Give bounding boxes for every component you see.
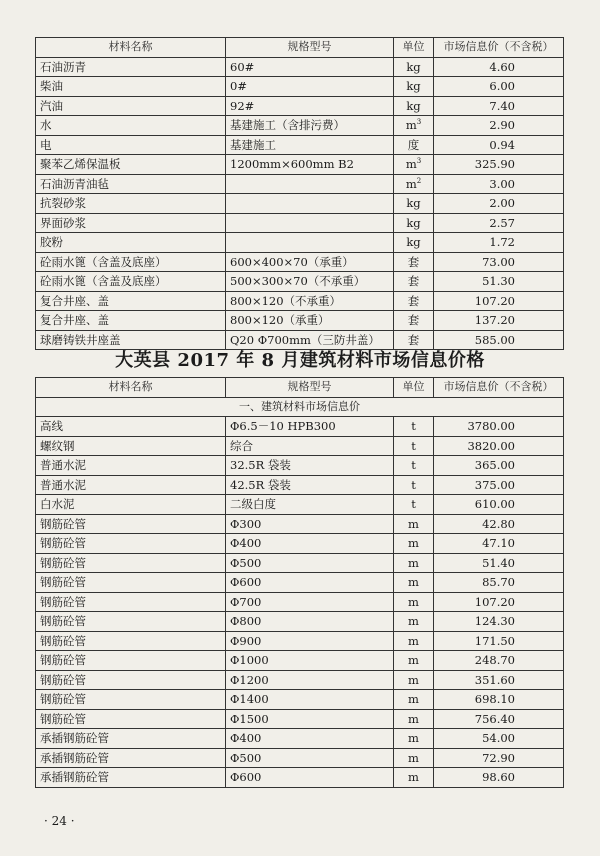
table-row xyxy=(36,534,564,554)
price-cell: 0.94 xyxy=(434,135,564,155)
material-name-cell: 复合井座、盖 xyxy=(36,311,226,331)
price-cell: 248.70 xyxy=(434,651,564,671)
category-label: 一、建筑材料市场信息价 xyxy=(36,397,564,417)
table-row xyxy=(36,116,564,136)
unit-text: m xyxy=(408,536,419,551)
unit-text: m xyxy=(408,614,419,629)
unit-cell xyxy=(394,631,434,651)
unit-cell xyxy=(394,748,434,768)
spec-cell: 42.5R 袋装 xyxy=(226,475,394,495)
price-cell: 47.10 xyxy=(434,534,564,554)
unit-text: m xyxy=(408,575,419,590)
material-name-cell: 承插钢筋砼管 xyxy=(36,748,226,768)
table-row xyxy=(36,57,564,77)
table-row xyxy=(36,670,564,690)
spec-cell: Φ400 xyxy=(226,729,394,749)
material-name-cell: 电 xyxy=(36,135,226,155)
category-row xyxy=(36,397,564,417)
spec-cell: Φ500 xyxy=(226,553,394,573)
spec-cell: Φ700 xyxy=(226,592,394,612)
unit-text: 套 xyxy=(407,332,420,347)
spec-cell: 800×120（承重） xyxy=(226,311,394,331)
spec-cell: Φ800 xyxy=(226,612,394,632)
table-row xyxy=(36,768,564,788)
price-cell: 3.00 xyxy=(434,174,564,194)
unit-text: m xyxy=(408,594,419,609)
spec-cell xyxy=(226,233,394,253)
material-name-cell: 砼雨水篦（含盖及底座） xyxy=(36,272,226,292)
spec-cell: Q20 Φ700mm（三防井盖） xyxy=(226,330,394,350)
price-cell: 585.00 xyxy=(434,330,564,350)
table-row xyxy=(36,417,564,437)
unit-cell xyxy=(394,272,434,292)
table-row xyxy=(36,729,564,749)
price-cell: 6.00 xyxy=(434,77,564,97)
unit-text: kg xyxy=(406,235,421,250)
material-name-cell: 承插钢筋砼管 xyxy=(36,729,226,749)
unit-cell xyxy=(394,670,434,690)
price-table-2 xyxy=(35,377,564,788)
spec-cell: 基建施工（含排污费） xyxy=(226,116,394,136)
spec-cell: Φ600 xyxy=(226,768,394,788)
unit-text: t xyxy=(411,497,416,512)
price-cell: 98.60 xyxy=(434,768,564,788)
unit-text: m xyxy=(405,157,417,172)
unit-cell xyxy=(394,768,434,788)
spec-cell: Φ1500 xyxy=(226,709,394,729)
header-unit: 单位 xyxy=(394,378,434,398)
material-name-cell: 螺纹钢 xyxy=(36,436,226,456)
spec-cell: Φ900 xyxy=(226,631,394,651)
unit-cell xyxy=(394,233,434,253)
page-number: · 24 · xyxy=(44,814,75,828)
material-name-cell: 钢筋砼管 xyxy=(36,573,226,593)
table-row xyxy=(36,155,564,175)
price-cell: 3780.00 xyxy=(434,417,564,437)
spec-cell: Φ6.5－10 HPB300 xyxy=(226,417,394,437)
price-cell: 756.40 xyxy=(434,709,564,729)
table-row xyxy=(36,456,564,476)
header-price: 市场信息价（不含税） xyxy=(434,378,564,398)
material-name-cell: 钢筋砼管 xyxy=(36,592,226,612)
table-row xyxy=(36,612,564,632)
price-cell: 4.60 xyxy=(434,57,564,77)
header-spec: 规格型号 xyxy=(226,38,394,58)
material-name-cell: 钢筋砼管 xyxy=(36,553,226,573)
spec-cell: Φ1000 xyxy=(226,651,394,671)
price-cell: 2.90 xyxy=(434,116,564,136)
unit-text: m xyxy=(405,118,417,133)
spec-cell: 0# xyxy=(226,77,394,97)
table-header-row xyxy=(36,378,564,398)
spec-cell: 综合 xyxy=(226,436,394,456)
unit-text: t xyxy=(411,419,416,434)
unit-cell xyxy=(394,729,434,749)
spec-cell: 60# xyxy=(226,57,394,77)
spec-cell: Φ500 xyxy=(226,748,394,768)
table-row xyxy=(36,514,564,534)
unit-text: m xyxy=(408,653,419,668)
unit-cell xyxy=(394,417,434,437)
price-cell: 3820.00 xyxy=(434,436,564,456)
unit-cell xyxy=(394,514,434,534)
header-material-name: 材料名称 xyxy=(36,38,226,58)
material-name-cell: 白水泥 xyxy=(36,495,226,515)
table-row xyxy=(36,311,564,331)
table-row xyxy=(36,194,564,214)
price-cell: 107.20 xyxy=(434,592,564,612)
spec-cell: 92# xyxy=(226,96,394,116)
price-cell: 2.57 xyxy=(434,213,564,233)
unit-text: t xyxy=(411,477,416,492)
material-name-cell: 胶粉 xyxy=(36,233,226,253)
spec-cell: 二级白度 xyxy=(226,495,394,515)
table-row xyxy=(36,690,564,710)
material-name-cell: 承插钢筋砼管 xyxy=(36,768,226,788)
price-cell: 42.80 xyxy=(434,514,564,534)
unit-superscript: 2 xyxy=(416,176,422,185)
unit-cell xyxy=(394,456,434,476)
unit-cell xyxy=(394,96,434,116)
unit-text: m xyxy=(408,750,419,765)
material-name-cell: 钢筋砼管 xyxy=(36,651,226,671)
price-cell: 171.50 xyxy=(434,631,564,651)
material-name-cell: 钢筋砼管 xyxy=(36,709,226,729)
unit-cell xyxy=(394,651,434,671)
price-cell: 698.10 xyxy=(434,690,564,710)
unit-cell xyxy=(394,436,434,456)
spec-cell: 1200mm×600mm B2 xyxy=(226,155,394,175)
price-cell: 73.00 xyxy=(434,252,564,272)
unit-cell xyxy=(394,311,434,331)
table-row xyxy=(36,748,564,768)
spec-cell: 32.5R 袋装 xyxy=(226,456,394,476)
unit-text: m xyxy=(408,711,419,726)
page-title: 大英县 2017 年 8 月建筑材料市场信息价格 xyxy=(115,350,485,371)
unit-cell xyxy=(394,155,434,175)
unit-cell xyxy=(394,291,434,311)
spec-cell xyxy=(226,194,394,214)
table-row xyxy=(36,651,564,671)
unit-text: kg xyxy=(406,98,421,113)
price-cell: 375.00 xyxy=(434,475,564,495)
unit-text: m xyxy=(408,731,419,746)
material-name-cell: 钢筋砼管 xyxy=(36,612,226,632)
header-price: 市场信息价（不含税） xyxy=(434,38,564,58)
spec-cell: Φ300 xyxy=(226,514,394,534)
unit-cell xyxy=(394,534,434,554)
material-name-cell: 高线 xyxy=(36,417,226,437)
material-name-cell: 普通水泥 xyxy=(36,456,226,476)
table-row xyxy=(36,135,564,155)
header-unit: 单位 xyxy=(394,38,434,58)
price-cell: 7.40 xyxy=(434,96,564,116)
table-row xyxy=(36,592,564,612)
price-cell: 54.00 xyxy=(434,729,564,749)
unit-cell xyxy=(394,116,434,136)
table-row xyxy=(36,96,564,116)
price-table-1 xyxy=(35,37,564,350)
unit-text: m xyxy=(408,555,419,570)
unit-cell xyxy=(394,495,434,515)
spec-cell xyxy=(226,213,394,233)
material-name-cell: 石油沥青 xyxy=(36,57,226,77)
price-cell: 351.60 xyxy=(434,670,564,690)
table-row xyxy=(36,475,564,495)
unit-superscript: 3 xyxy=(416,118,422,127)
price-cell: 365.00 xyxy=(434,456,564,476)
unit-text: 套 xyxy=(407,293,420,308)
unit-text: m xyxy=(408,770,419,785)
unit-cell xyxy=(394,690,434,710)
material-name-cell: 复合井座、盖 xyxy=(36,291,226,311)
unit-cell xyxy=(394,573,434,593)
unit-cell xyxy=(394,612,434,632)
unit-cell xyxy=(394,174,434,194)
unit-text: kg xyxy=(406,59,421,74)
material-name-cell: 钢筋砼管 xyxy=(36,631,226,651)
table-row xyxy=(36,252,564,272)
table-row xyxy=(36,233,564,253)
price-cell: 72.90 xyxy=(434,748,564,768)
price-cell: 124.30 xyxy=(434,612,564,632)
unit-cell xyxy=(394,194,434,214)
price-cell: 51.40 xyxy=(434,553,564,573)
unit-text: kg xyxy=(406,79,421,94)
unit-text: m xyxy=(408,692,419,707)
spec-cell: Φ400 xyxy=(226,534,394,554)
unit-cell xyxy=(394,252,434,272)
price-cell: 1.72 xyxy=(434,233,564,253)
table-row xyxy=(36,272,564,292)
material-name-cell: 界面砂浆 xyxy=(36,213,226,233)
unit-text: kg xyxy=(406,196,421,211)
price-cell: 610.00 xyxy=(434,495,564,515)
unit-cell xyxy=(394,709,434,729)
unit-superscript: 3 xyxy=(416,157,422,166)
table-row xyxy=(36,709,564,729)
unit-text: m xyxy=(405,176,417,191)
unit-cell xyxy=(394,213,434,233)
unit-text: m xyxy=(408,633,419,648)
unit-text: m xyxy=(408,516,419,531)
header-spec: 规格型号 xyxy=(226,378,394,398)
material-name-cell: 汽油 xyxy=(36,96,226,116)
material-name-cell: 钢筋砼管 xyxy=(36,514,226,534)
unit-text: kg xyxy=(406,215,421,230)
table-body xyxy=(36,57,564,350)
unit-text: m xyxy=(408,672,419,687)
spec-cell: 600×400×70（承重） xyxy=(226,252,394,272)
header-material-name: 材料名称 xyxy=(36,378,226,398)
table-body xyxy=(36,397,564,787)
material-name-cell: 钢筋砼管 xyxy=(36,690,226,710)
unit-text: 套 xyxy=(407,313,420,328)
table-row xyxy=(36,495,564,515)
price-cell: 137.20 xyxy=(434,311,564,331)
table-row xyxy=(36,436,564,456)
unit-cell xyxy=(394,135,434,155)
spec-cell: 800×120（不承重） xyxy=(226,291,394,311)
material-name-cell: 钢筋砼管 xyxy=(36,534,226,554)
material-name-cell: 普通水泥 xyxy=(36,475,226,495)
table-header-row xyxy=(36,38,564,58)
price-cell: 107.20 xyxy=(434,291,564,311)
unit-text: 套 xyxy=(407,274,420,289)
material-name-cell: 钢筋砼管 xyxy=(36,670,226,690)
material-name-cell: 球磨铸铁井座盖 xyxy=(36,330,226,350)
spec-cell: Φ1200 xyxy=(226,670,394,690)
table-row xyxy=(36,77,564,97)
table-row xyxy=(36,213,564,233)
spec-cell: 基建施工 xyxy=(226,135,394,155)
table-row xyxy=(36,631,564,651)
unit-cell xyxy=(394,475,434,495)
spec-cell xyxy=(226,174,394,194)
table-row xyxy=(36,174,564,194)
table-row xyxy=(36,573,564,593)
material-name-cell: 石油沥青油毡 xyxy=(36,174,226,194)
material-name-cell: 柴油 xyxy=(36,77,226,97)
table-row xyxy=(36,291,564,311)
table-row xyxy=(36,553,564,573)
material-name-cell: 水 xyxy=(36,116,226,136)
unit-text: 套 xyxy=(407,254,420,269)
price-cell: 325.90 xyxy=(434,155,564,175)
material-name-cell: 聚苯乙烯保温板 xyxy=(36,155,226,175)
price-cell: 85.70 xyxy=(434,573,564,593)
unit-cell xyxy=(394,77,434,97)
price-cell: 51.30 xyxy=(434,272,564,292)
material-name-cell: 抗裂砂浆 xyxy=(36,194,226,214)
unit-text: 度 xyxy=(407,137,420,152)
spec-cell: Φ600 xyxy=(226,573,394,593)
spec-cell: 500×300×70（不承重） xyxy=(226,272,394,292)
unit-cell xyxy=(394,592,434,612)
unit-cell xyxy=(394,57,434,77)
unit-text: t xyxy=(411,438,416,453)
spec-cell: Φ1400 xyxy=(226,690,394,710)
price-cell: 2.00 xyxy=(434,194,564,214)
unit-cell xyxy=(394,553,434,573)
material-name-cell: 砼雨水篦（含盖及底座） xyxy=(36,252,226,272)
unit-text: t xyxy=(411,458,416,473)
